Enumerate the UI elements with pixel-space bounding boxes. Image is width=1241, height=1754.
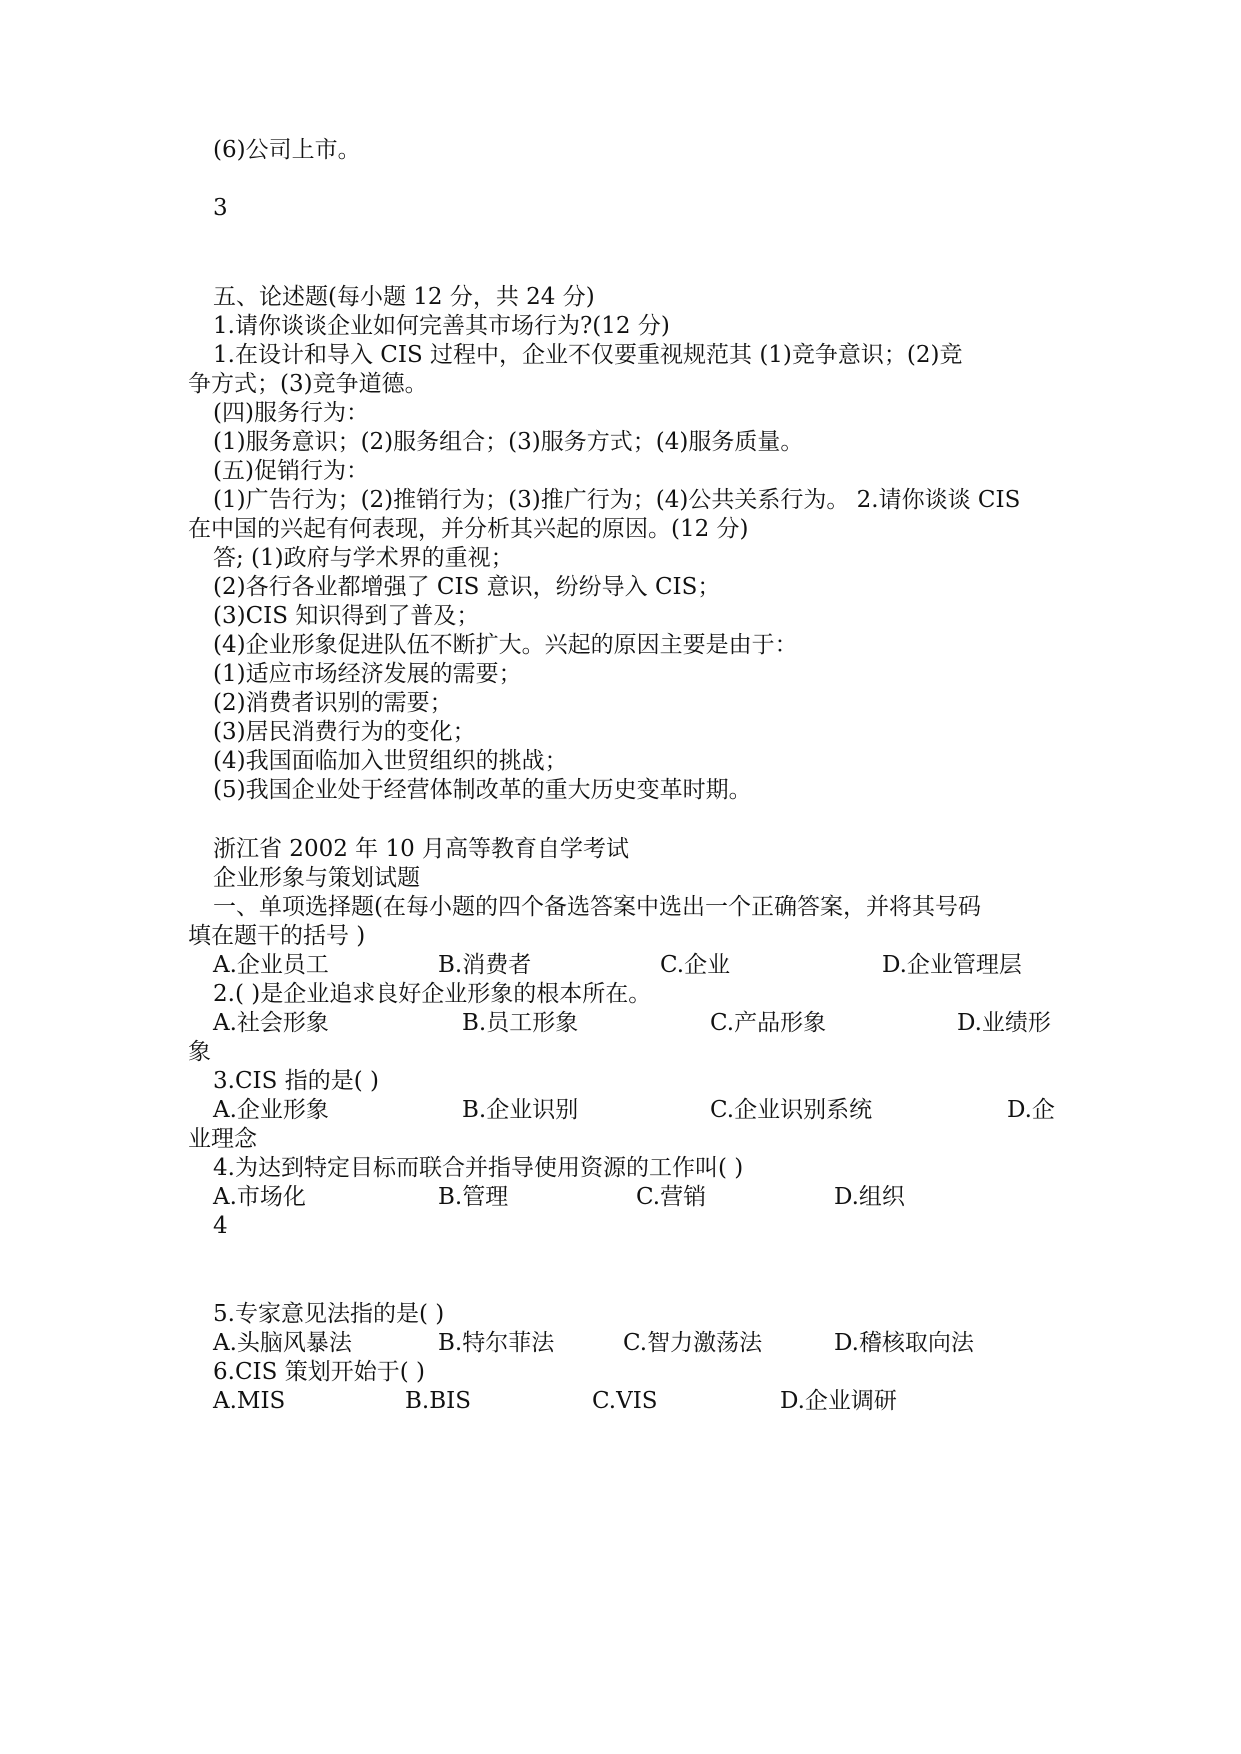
question-text: 5.专家意见法指的是( )	[213, 1301, 445, 1327]
option-b: B.特尔菲法	[438, 1330, 555, 1356]
question-text: 6.CIS 策划开始于( )	[213, 1359, 425, 1385]
text-line: (1)服务意识；(2)服务组合；(3)服务方式；(4)服务质量。	[213, 429, 804, 455]
text-line: 象	[188, 1039, 211, 1065]
option-b: B.BIS	[405, 1388, 471, 1414]
text-line: (2)消费者识别的需要；	[213, 690, 453, 716]
text-line: 在中国的兴起有何表现，并分析其兴起的原因。(12 分)	[188, 516, 749, 542]
question-text: 2.( )是企业追求良好企业形象的根本所在。	[213, 981, 652, 1007]
question-text: 4.为达到特定目标而联合并指导使用资源的工作叫( )	[213, 1155, 744, 1181]
text-line: (1)广告行为；(2)推销行为；(3)推广行为；(4)公共关系行为。 2.请你谈谈 CIS	[213, 487, 1021, 513]
question-text: 1.请你谈谈企业如何完善其市场行为?(12 分)	[213, 313, 670, 339]
option-d: D.组织	[834, 1184, 905, 1210]
section-heading: 五、论述题(每小题 12 分，共 24 分)	[213, 284, 595, 310]
text-line: 1.在设计和导入 CIS 过程中，企业不仅要重视规范其 (1)竞争意识；(2)竞	[213, 342, 963, 368]
option-b: B.员工形象	[462, 1010, 579, 1036]
text-line: (2)各行各业都增强了 CIS 意识，纷纷导入 CIS；	[213, 574, 721, 600]
option-a: A.MIS	[213, 1388, 286, 1414]
text-line: 填在题干的括号 )	[188, 923, 366, 949]
text-line: (3)CIS 知识得到了普及；	[213, 603, 480, 629]
option-b: B.消费者	[438, 952, 532, 978]
option-c: C.营销	[636, 1184, 707, 1210]
text-line: (6)公司上市。	[213, 137, 361, 163]
text-line: 业理念	[188, 1126, 257, 1152]
text-line: (四)服务行为：	[213, 400, 369, 426]
section-heading: 一、单项选择题(在每小题的四个备选答案中选出一个正确答案，并将其号码	[213, 894, 981, 920]
question-text: 3.CIS 指的是( )	[213, 1068, 379, 1094]
text-line: (5)我国企业处于经营体制改革的重大历史变革时期。	[213, 777, 752, 803]
option-d: D.企	[1007, 1097, 1055, 1123]
option-d: D.企业调研	[780, 1388, 897, 1414]
answer-text: 答; (1)政府与学术界的重视；	[213, 545, 514, 571]
option-b: B.管理	[438, 1184, 509, 1210]
option-a: A.头脑风暴法	[213, 1330, 352, 1356]
option-d: D.企业管理层	[882, 952, 1022, 978]
option-c: C.企业识别系统	[710, 1097, 873, 1123]
text-line: (3)居民消费行为的变化；	[213, 719, 476, 745]
option-c: C.VIS	[592, 1388, 658, 1414]
exam-subtitle: 企业形象与策划试题	[213, 865, 420, 891]
text-line: 争方式；(3)竞争道德。	[188, 371, 428, 397]
text-line: (4)我国面临加入世贸组织的挑战；	[213, 748, 568, 774]
option-a: A.社会形象	[213, 1010, 329, 1036]
text-line: (五)促销行为：	[213, 458, 369, 484]
page-number: 3	[213, 195, 228, 221]
text-line: (1)适应市场经济发展的需要；	[213, 661, 522, 687]
page-number: 4	[213, 1213, 228, 1239]
option-c: C.智力激荡法	[623, 1330, 763, 1356]
option-c: C.企业	[660, 952, 731, 978]
option-a: A.企业员工	[213, 952, 329, 978]
option-d: D.稽核取向法	[834, 1330, 974, 1356]
option-b: B.企业识别	[462, 1097, 579, 1123]
option-c: C.产品形象	[710, 1010, 827, 1036]
option-d: D.业绩形	[957, 1010, 1051, 1036]
text-line: (4)企业形象促进队伍不断扩大。兴起的原因主要是由于：	[213, 632, 798, 658]
exam-title: 浙江省 2002 年 10 月高等教育自学考试	[213, 836, 630, 862]
option-a: A.企业形象	[213, 1097, 329, 1123]
option-a: A.市场化	[213, 1184, 306, 1210]
